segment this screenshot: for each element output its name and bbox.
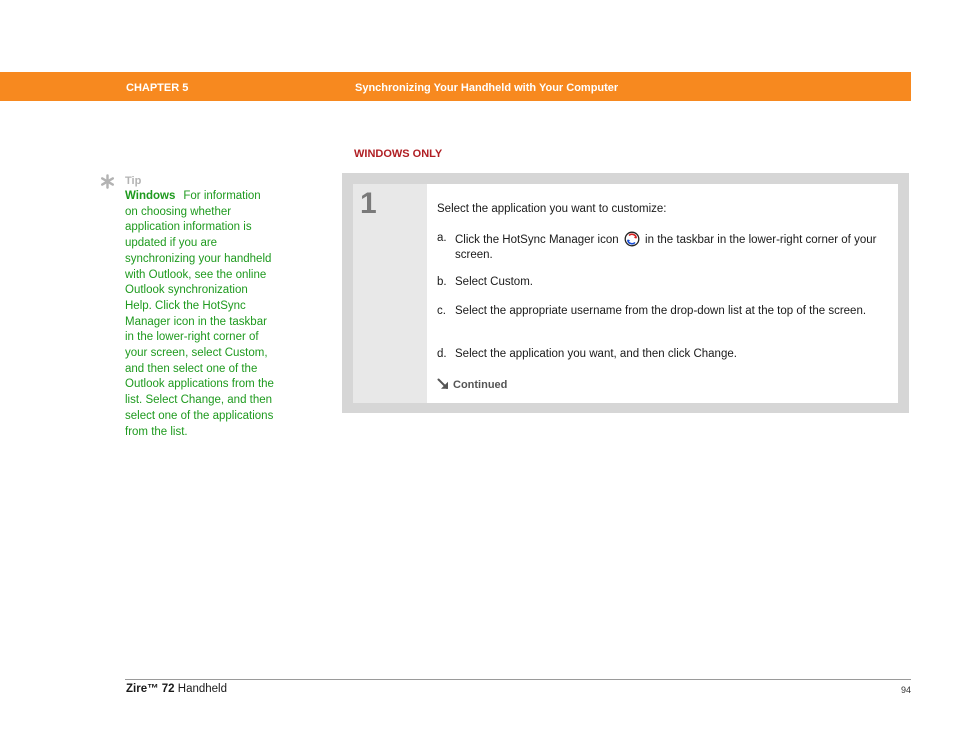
step-item-letter: d. <box>437 348 447 360</box>
chapter-label: CHAPTER 5 <box>126 82 189 94</box>
step-item-d <box>437 347 892 362</box>
tip-heading: Tip <box>125 175 142 187</box>
step-item-letter: a. <box>437 232 447 244</box>
hotsync-icon <box>624 231 640 247</box>
tip-body <box>125 189 275 440</box>
footer-product-model: Zire™ 72 <box>126 683 175 695</box>
section-label: WINDOWS ONLY <box>354 148 443 160</box>
step-number: 1 <box>360 187 377 220</box>
step-item-letter: c. <box>437 305 446 317</box>
step-item-b <box>437 275 892 290</box>
step-item-letter: b. <box>437 276 447 288</box>
step-item-text-after: in the taskbar in the lower-right corner of your screen. <box>455 234 877 261</box>
step-item-text: Select the application you want, and then click Change. <box>455 348 737 360</box>
chapter-title: Synchronizing Your Handheld with Your Computer <box>355 82 619 94</box>
step-item-text <box>455 231 892 263</box>
footer-product-suffix: Handheld <box>174 683 228 695</box>
arrow-down-right-icon <box>437 378 450 390</box>
step-item-a <box>437 231 892 263</box>
page-number: 94 <box>900 685 911 695</box>
step-item-text-before: Click the HotSync Manager icon <box>455 234 619 246</box>
continued-label: Continued <box>453 379 508 391</box>
footer-product-name <box>126 683 227 695</box>
tip-text: For information on choosing whether application information is updated if you are synchronizing your handheld with Outlook, see the online Outlook synchronization Help. Click the HotSync Manager icon in the taskbar in the lower-right corner of your screen, select Custom, and then select one of the Outlook applications from the list. Select Change, and then select one of the applications from the list. <box>125 190 274 438</box>
step-item-text: Select the appropriate username from the drop-down list at the top of the screen. <box>455 305 867 317</box>
step-intro: Select the application you want to customize: <box>437 203 667 215</box>
continued-link[interactable] <box>437 378 507 391</box>
footer-divider <box>125 679 911 680</box>
step-item-c <box>437 304 892 319</box>
asterisk-icon <box>100 174 115 189</box>
step-item-text: Select Custom. <box>455 276 533 288</box>
tip-keyword: Windows <box>125 190 176 202</box>
